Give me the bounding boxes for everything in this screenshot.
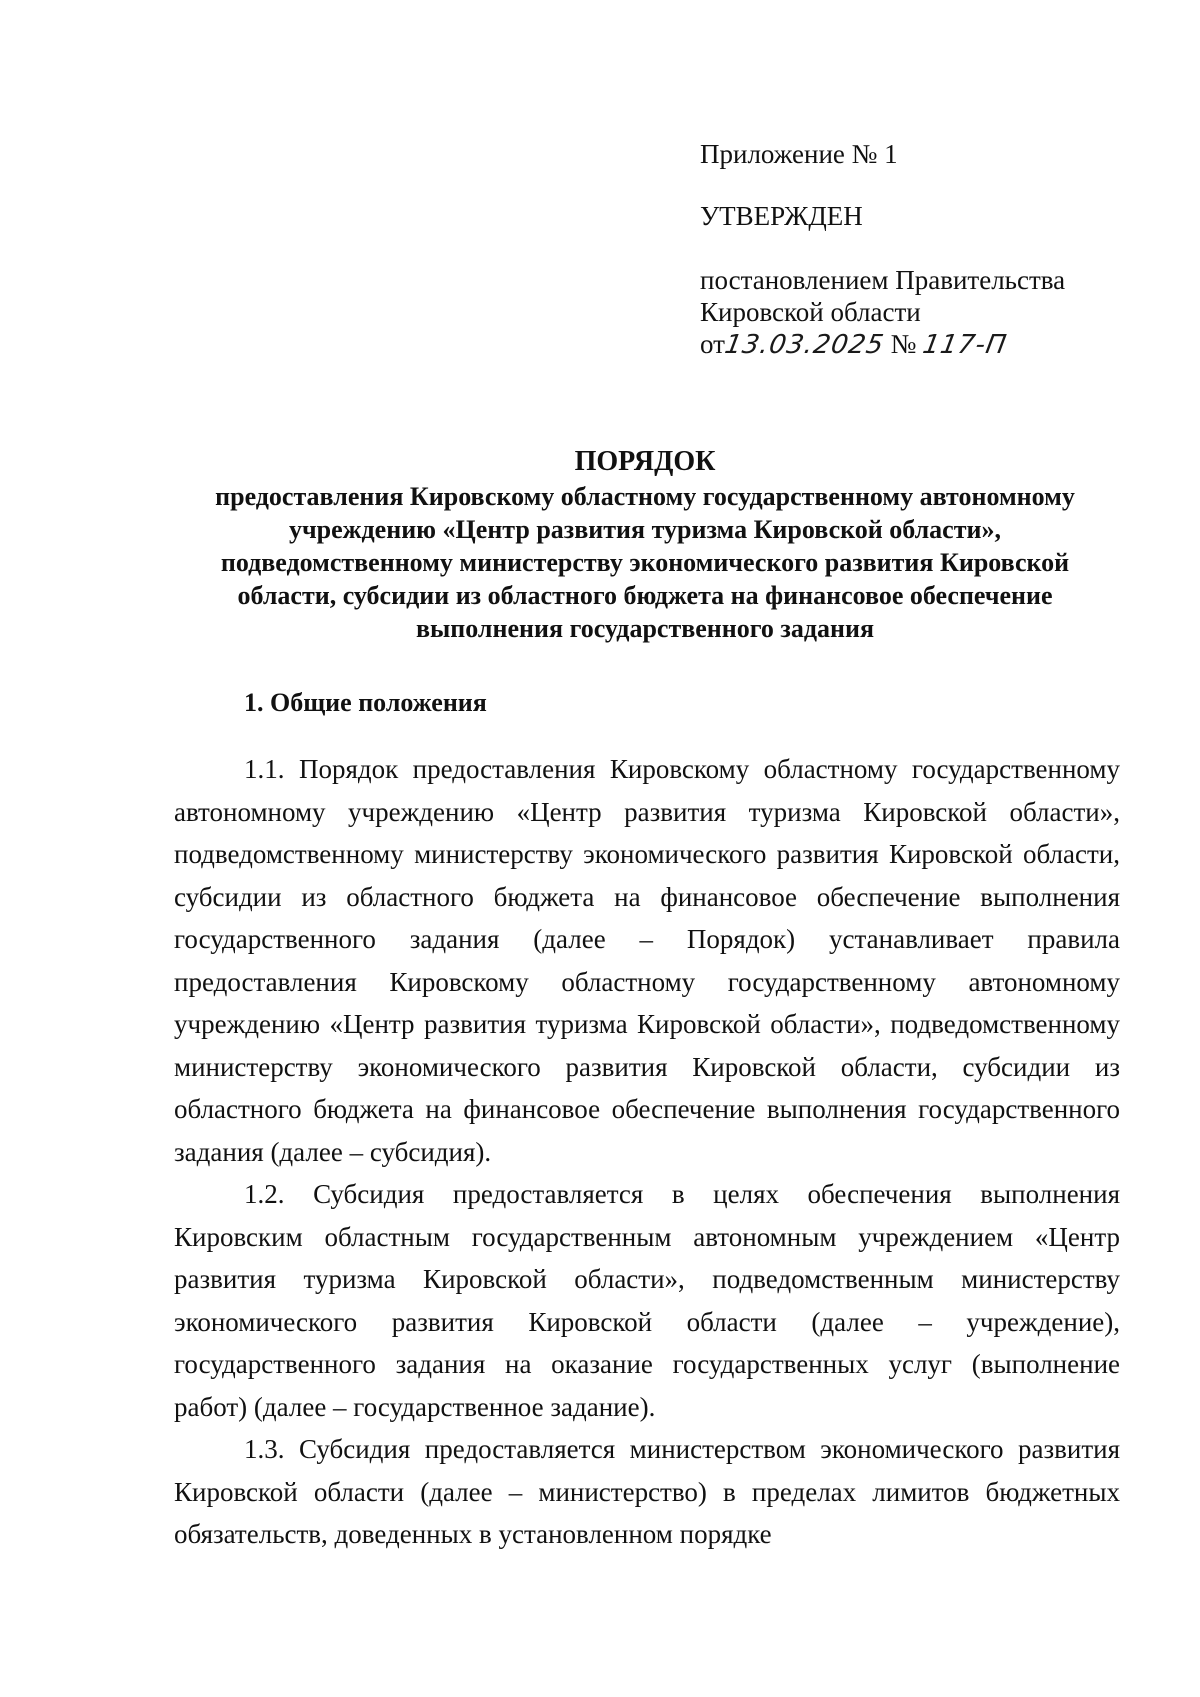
approval-block bbox=[700, 138, 1120, 361]
paragraph-1-3: 1.3. Субсидия предоставляется министерством экономического развития Кировской области (далее – министерство) в пределах лимитов бюджетных обязательств, доведенных в установленном порядке bbox=[174, 1434, 1120, 1549]
paragraph-1-2: 1.2. Субсидия предоставляется в целях обеспечения выполнения Кировским областным государственным автономным учреждением «Центр развития туризма Кировской области», подведомственным министерству экономического развития Кировской области (далее – учреждение), государственного задания на оказание государственных услуг (выполнение работ) (далее – государственное задание). bbox=[174, 1179, 1120, 1422]
section-body bbox=[174, 748, 1120, 1556]
handwritten-number: 117-П bbox=[920, 330, 1010, 360]
document-title bbox=[150, 445, 1140, 645]
title-heading: ПОРЯДОК bbox=[574, 446, 716, 477]
title-line-1: предоставления Кировскому областному государственному автономному bbox=[215, 482, 1075, 511]
title-line-3: подведомственному министерству экономического развития Кировской bbox=[220, 548, 1070, 577]
title-line-4: области, субсидии из областного бюджета на финансовое обеспечение bbox=[237, 581, 1053, 610]
approval-date-line bbox=[700, 328, 1120, 361]
approved-by-line1: постановлением Правительства bbox=[700, 265, 1066, 295]
date-prefix: от bbox=[700, 329, 725, 359]
appendix-label: Приложение № 1 bbox=[700, 139, 898, 169]
section-heading: 1. Общие положения bbox=[244, 688, 487, 717]
number-prefix: № bbox=[890, 329, 917, 359]
approved-by-line2: Кировской области bbox=[700, 297, 921, 327]
handwritten-date: 13.03.2025 bbox=[722, 330, 887, 360]
approved-label: УТВЕРЖДЕН bbox=[700, 201, 863, 231]
title-line-2: учреждению «Центр развития туризма Кировской области», bbox=[289, 515, 1001, 544]
title-line-5: выполнения государственного задания bbox=[415, 614, 875, 643]
paragraph-1-1: 1.1. Порядок предоставления Кировскому областному государственному автономному учреждению «Центр развития туризма Кировской области», подведомственному министерству экономического развития Кировской области, субсидии из областного бюджета на финансовое обеспечение выполнения государственного задания (далее – Порядок) устанавливает правила предоставления Кировскому областному государственному автономному учреждению «Центр развития туризма Кировской области», подведомственному министерству экономического развития Кировской области, субсидии из областного бюджета на финансовое обеспечение выполнения государственного задания (далее – субсидия). bbox=[174, 754, 1120, 1167]
